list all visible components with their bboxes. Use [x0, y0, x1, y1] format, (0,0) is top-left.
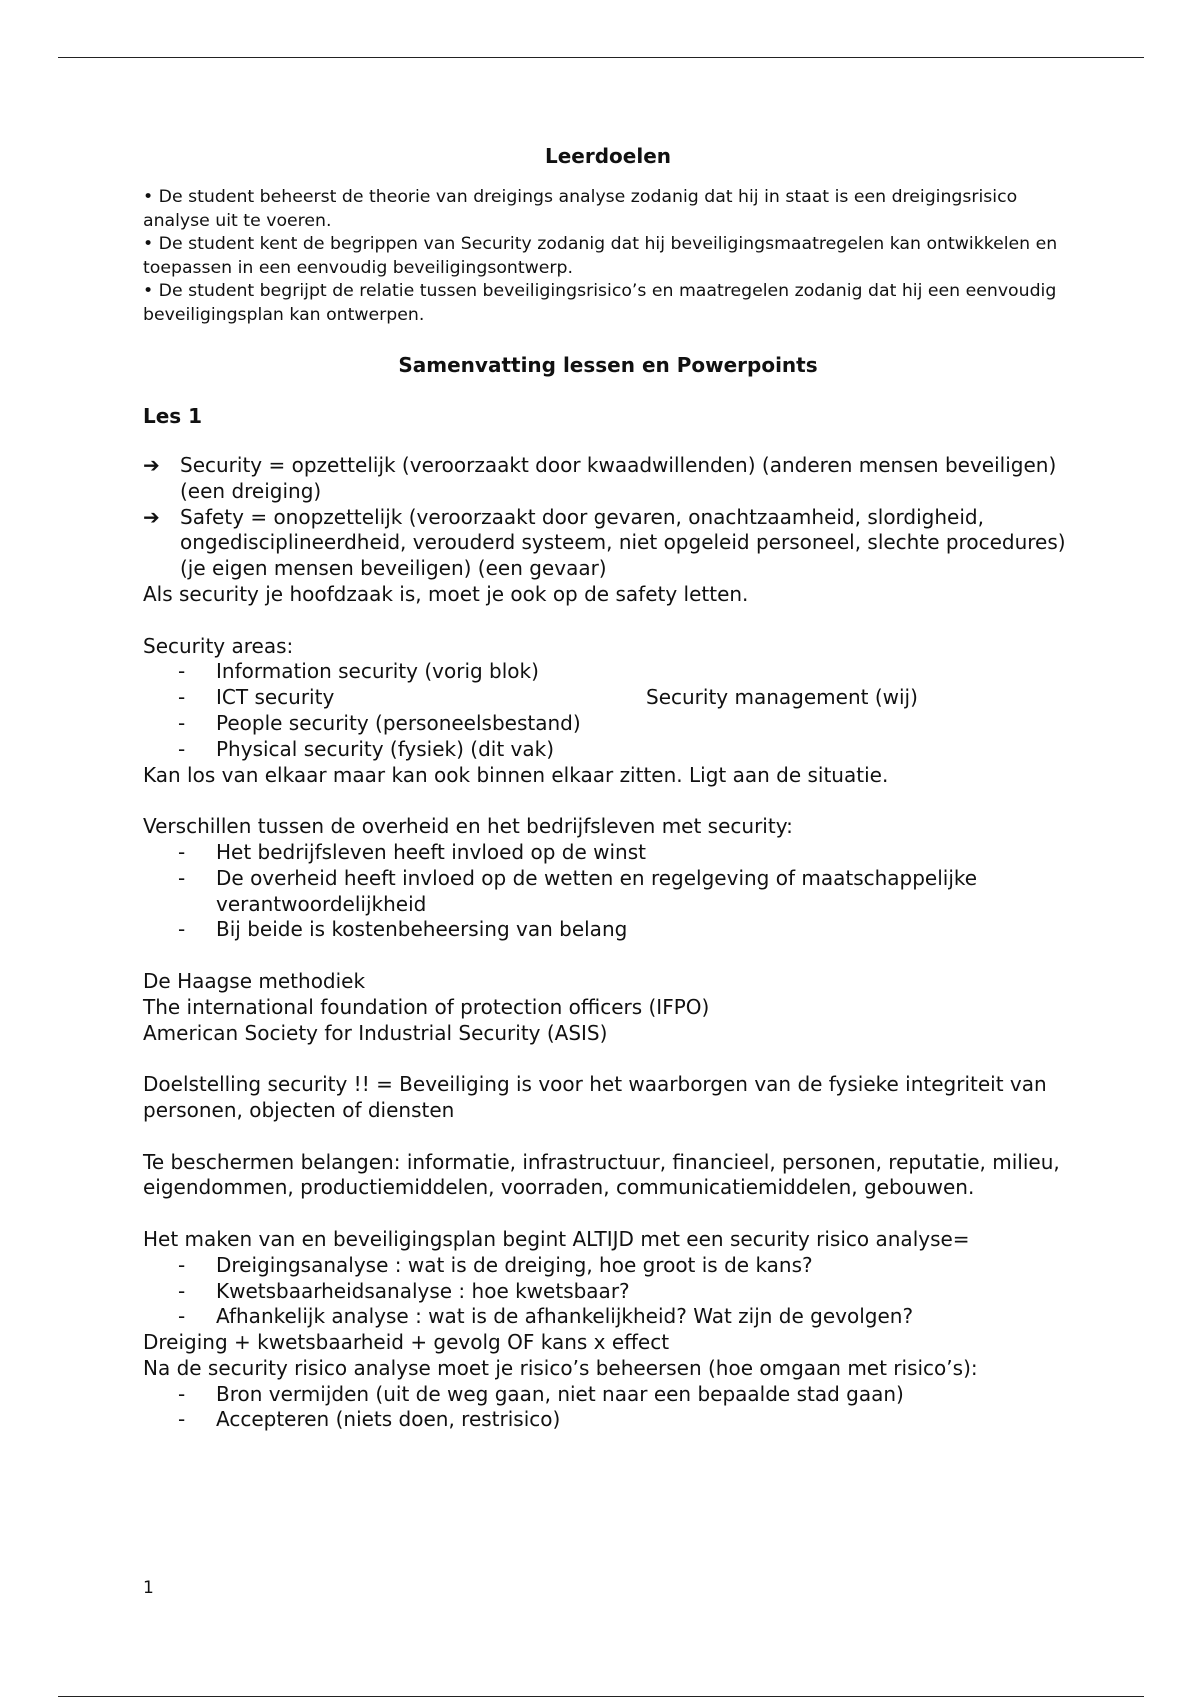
list-item: - Kwetsbaarheidsanalyse : hoe kwetsbaar?	[178, 1278, 630, 1303]
list-item: - Accepteren (niets doen, restrisico)	[178, 1407, 561, 1432]
list-item: - ICT security Security management (wij)	[178, 685, 918, 710]
security-areas-footer: Kan los van elkaar maar kan ook binnen elkaar zitten. Ligt aan de situatie.	[143, 762, 889, 787]
doelstelling-paragraph: Doelstelling security !! = Beveiliging is voor het waarborgen van de fysieke integriteit van personen, objecten of diensten	[143, 1072, 1047, 1122]
list-item: - People security (personeelsbestand)	[178, 710, 581, 735]
list-item: - Dreigingsanalyse : wat is de dreiging, hoe groot is de kans?	[178, 1252, 813, 1277]
page-number: 1	[143, 1578, 154, 1598]
list-item: - De overheid heeft invloed op de wetten en regelgeving of maatschappelijke verantwoordelijkheid	[178, 865, 978, 916]
analysis-list	[143, 1253, 1073, 1330]
dash-bullet: -	[178, 736, 186, 761]
safety-note: Als security je hoofdzaak is, moet je ook op de safety letten.	[143, 581, 749, 606]
arrow-right-icon: ➔	[143, 504, 160, 529]
dash-bullet: -	[178, 1252, 186, 1277]
learning-objectives	[143, 186, 1073, 327]
plan-intro: Het maken van en beveiligingsplan begint ALTIJD met een security risico analyse=	[143, 1226, 970, 1251]
security-areas-title: Security areas:	[143, 633, 294, 658]
document-page	[143, 140, 1073, 1433]
risk-formula: Dreiging + kwetsbaarheid + gevolg OF kans x effect	[143, 1330, 670, 1355]
risk-management-intro: Na de security risico analyse moet je risico’s beheersen (hoe omgaan met risico’s):	[143, 1355, 978, 1380]
objective-item: • De student beheerst de theorie van dreigings analyse zodanig dat hij in staat is een dreigingsrisico analyse uit te voeren.	[143, 187, 1018, 231]
dash-bullet: -	[178, 1381, 186, 1406]
list-item: - Physical security (fysiek) (dit vak)	[178, 736, 555, 761]
list-item: - Information security (vorig blok)	[178, 659, 539, 684]
dash-bullet: -	[178, 710, 186, 735]
dash-bullet: -	[178, 839, 186, 864]
differences-list	[143, 840, 1073, 943]
organisation-line: De Haagse methodiek	[143, 968, 366, 993]
top-rule	[58, 57, 1144, 58]
arrow-item-text: Security = opzettelijk (veroorzaakt door kwaadwillenden) (anderen mensen beveiligen) (een dreiging)	[180, 453, 1057, 503]
security-areas-list	[143, 659, 1073, 762]
organisation-line: American Society for Industrial Security (ASIS)	[143, 1020, 608, 1045]
dash-bullet: -	[178, 659, 186, 684]
dash-bullet: -	[178, 865, 186, 890]
lesson-heading: Les 1	[143, 404, 203, 428]
belangen-paragraph: Te beschermen belangen: informatie, infrastructuur, financieel, personen, reputatie, milieu, eigendommen, productiemiddelen, voorraden, communicatiemiddelen, gebouwen.	[143, 1149, 1060, 1200]
summary-title: Samenvatting lessen en Powerpoints	[398, 353, 818, 377]
arrow-item-safety	[143, 505, 1073, 582]
list-item: - Het bedrijfsleven heeft invloed op de winst	[178, 839, 646, 864]
arrow-list	[143, 453, 1073, 582]
arrow-right-icon: ➔	[143, 453, 160, 477]
differences-title: Verschillen tussen de overheid en het bedrijfsleven met security:	[143, 814, 793, 839]
list-item: - Bron vermijden (uit de weg gaan, niet naar een bepaalde stad gaan)	[178, 1381, 904, 1406]
measures-list	[143, 1382, 1073, 1434]
dash-bullet: -	[178, 1407, 186, 1432]
dash-bullet: -	[178, 917, 186, 942]
list-item: - Bij beide is kostenbeheersing van belang	[178, 917, 628, 942]
dash-bullet: -	[178, 685, 186, 710]
bottom-rule	[58, 1696, 1144, 1697]
objective-item: • De student kent de begrippen van Security zodanig dat hij beveiligingsmaatregelen kan ontwikkelen en toepassen in een eenvoudig beveiligingsontwerp.	[143, 234, 1058, 278]
arrow-item-text: Safety = onopzettelijk (veroorzaakt door gevaren, onachtzaamheid, slordigheid, ongedisciplineerdheid, verouderd systeem, niet opgeleid personeel, slechte procedures) (je eigen mensen beveiligen) (een gevaar)	[180, 504, 1066, 581]
organisation-line: The international foundation of protection officers (IFPO)	[143, 994, 710, 1019]
objective-item: • De student begrijpt de relatie tussen beveiligingsrisico’s en maatregelen zodanig dat hij een eenvoudig beveiligingsplan kan ontwerpen.	[143, 281, 1057, 325]
dash-bullet: -	[178, 1304, 186, 1329]
page-title: Leerdoelen	[544, 144, 671, 168]
dash-bullet: -	[178, 1278, 186, 1303]
security-management-note: Security management (wij)	[646, 685, 918, 710]
list-item: - Afhankelijk analyse : wat is de afhankelijkheid? Wat zijn de gevolgen?	[178, 1304, 914, 1329]
arrow-item-security	[143, 453, 1073, 505]
